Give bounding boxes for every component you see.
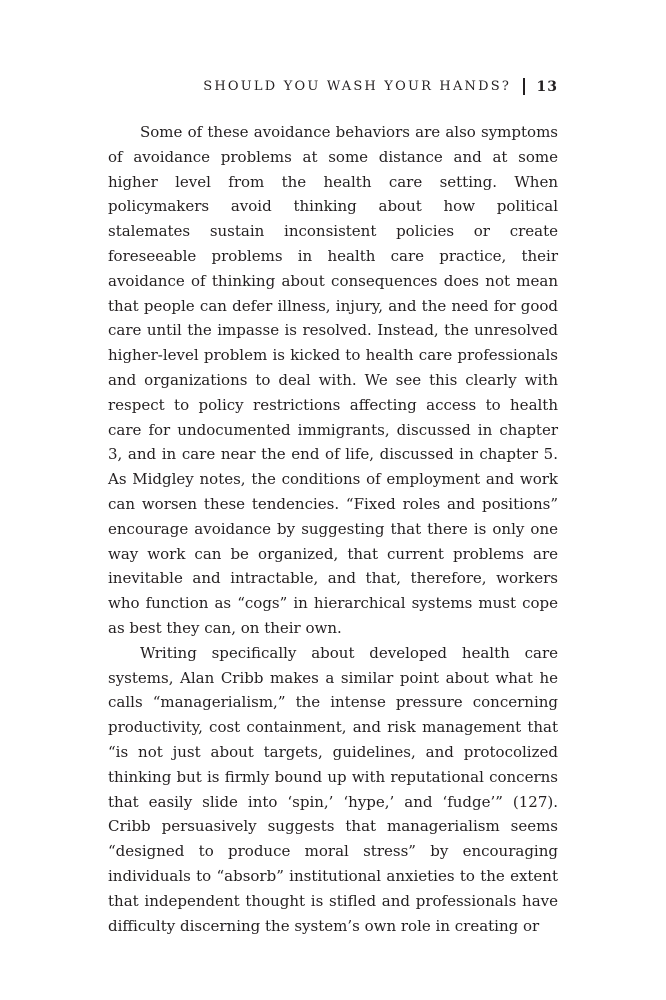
paragraph-1: Some of these avoidance behaviors are also symptoms of avoidance problems at some distance and at some higher level from the health care setting. When policymakers avoid thinking about how political stalemates sustain inconsistent policies or create foreseeable problems in health care practice, their avoidance of thinking about consequences does not mean that people can defer illness, injury, and the need for good care until the impasse is resolved. Instead, the unresolved higher-level problem is kicked to health care professionals and organizations to deal with. We see this clearly with respect to policy restrictions affecting access to health care for undocumented immigrants, discussed in chapter 3, and in care near the end of life, discussed in chapter 5. As Midgley notes, the conditions of employment and work can worsen these tendencies. “Fixed roles and positions” encourage avoidance by suggesting that there is only one way work can be organized, that current problems are inevitable and intractable, and that, therefore, workers who function as “cogs” in hierarchical systems must cope as best they can, on their own. — [108, 123, 558, 637]
paragraph-2: Writing specifically about developed health care systems, Alan Cribb makes a similar point about what he calls “managerialism,” the intense pressure concerning productivity, cost containment, and risk management that “is not just about targets, guidelines, and protocolized thinking but is firmly bound up with reputational concerns that easily slide into ‘spin,’ ‘hype,’ and ‘fudge’” (127). Cribb persuasively suggests that managerialism seems “designed to produce moral stress” by encouraging individuals to “absorb” institutional anxieties to the extent that independent thought is stifled and professionals have difficulty discerning the system’s own role in creating or — [108, 643, 558, 935]
body-text — [108, 120, 558, 938]
running-head — [203, 78, 558, 95]
header-divider — [523, 78, 525, 95]
page-number: 13 — [536, 78, 558, 95]
running-title: SHOULD YOU WASH YOUR HANDS? — [203, 79, 512, 94]
